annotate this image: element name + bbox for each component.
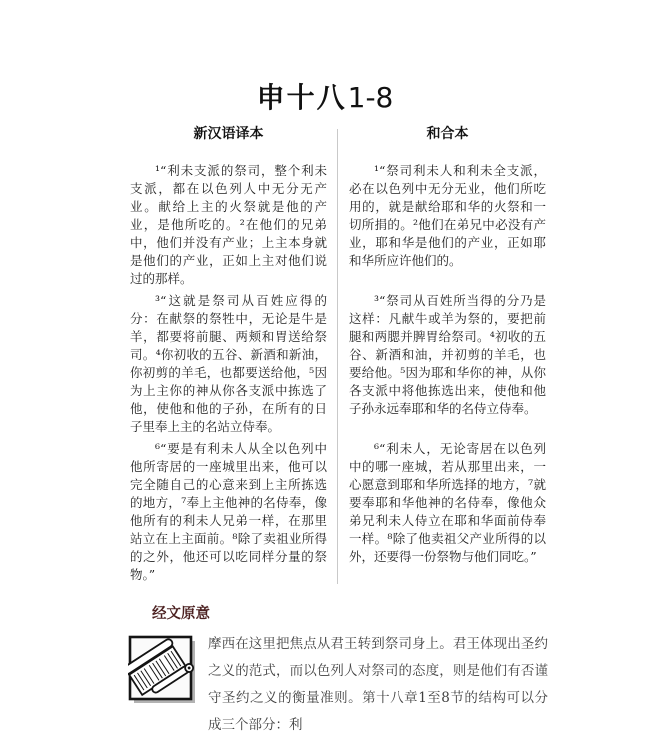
commentary-body	[128, 631, 548, 739]
scripture-paragraph-right-2: ³“祭司从百姓所当得的分乃是这样：凡献牛或羊为祭的，要把前腿和两腮并脾胃给祭司。⁴初收的五谷、新酒和油，并初剪的羊毛，也要给他。⁵因为耶和华你的神，从你各支派中将他拣选出来，使他和他子孙永远奉耶和华的名侍立侍奉。	[349, 293, 546, 416]
scripture-paragraph-right-3: ⁶“利未人，无论寄居在以色列中的哪一座城，若从那里出来，一心愿意到耶和华所选择的地方，⁷就要奉耶和华他神的名侍奉，像他众弟兄利未人侍立在耶和华面前侍奉一样。⁸除了他卖祖父产业所得的以外，还要得一份祭物与他们同吃。”	[349, 441, 546, 564]
scroll-icon	[128, 635, 198, 707]
commentary-section	[128, 602, 548, 739]
title-verse-range: 1-8	[347, 81, 394, 114]
page-title	[0, 82, 650, 114]
column-header-right: 和合本	[426, 126, 469, 142]
title-book-name: 申十八	[256, 81, 347, 114]
scripture-paragraph-left-1: ¹“利未支派的祭司，整个利未支派，都在以色列人中无分无产业。献给上主的火祭就是他的产业，是他所吃的。²在他们的兄弟中，他们并没有产业；上主本身就是他们的产业，正如上主对他们说过的那样。	[130, 163, 327, 286]
scripture-paragraph-left-2: ³“这就是祭司从百姓应得的分：在献祭的祭牲中，无论是牛是羊，都要将前腿、两颊和胃送给祭司。⁴你初收的五谷、新酒和新油，你初剪的羊毛，也都要送给他，⁵因为上主你的神从你各支派中拣选了他，使他和他的子孙，在所有的日子里奉上主的名站立侍奉。	[130, 293, 327, 434]
scripture-paragraph-right-1: ¹“祭司利未人和利未全支派，必在以色列中无分无业，他们所吃用的，就是献给耶和华的火祭和一切所捐的。²他们在弟兄中必没有产业，耶和华是他们的产业，正如耶和华所应许他们的。	[349, 163, 546, 268]
column-header-left: 新汉语译本	[193, 126, 264, 142]
commentary-heading: 经文原意	[152, 606, 210, 622]
scripture-paragraph-left-3: ⁶“要是有利未人从全以色列中他所寄居的一座城里出来，他可以完全随自己的心意来到上主所拣选的地方，⁷奉上主他神的名侍奉，像他所有的利未人兄弟一样，在那里站立在上主面前。⁸除了卖祖业所得的之外，他还可以吃同样分量的祭物。”	[130, 441, 327, 582]
translation-columns	[130, 127, 546, 584]
commentary-text: 摩西在这里把焦点从君王转到祭司身上。君王体现出圣约之义的范式，而以色列人对祭司的态度，则是他们有否谨守圣约之义的衡量准则。第十八章1至8节的结构可以分成三个部分：利	[208, 636, 548, 733]
